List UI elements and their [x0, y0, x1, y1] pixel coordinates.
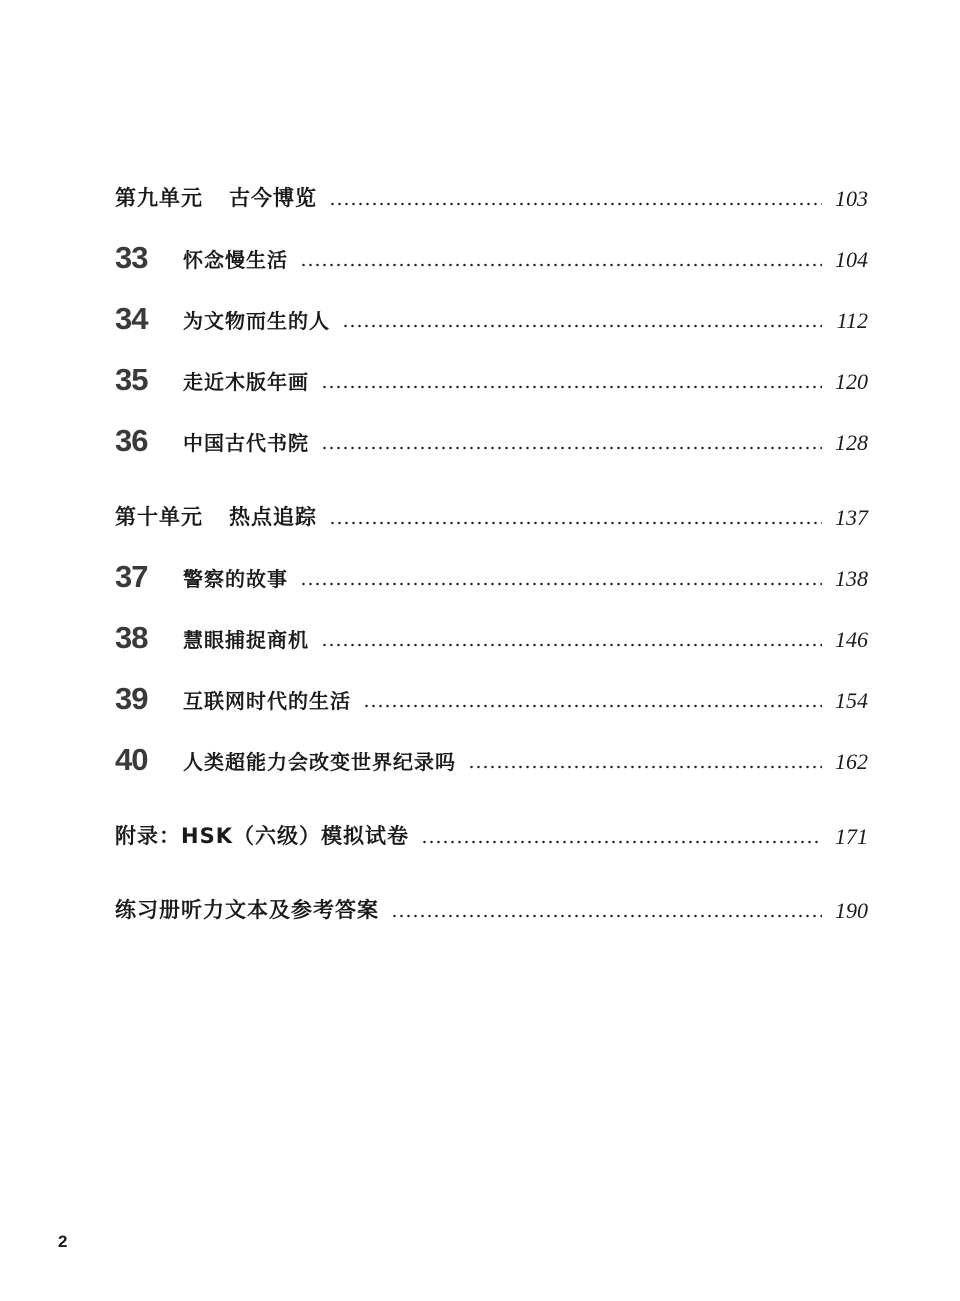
page-number: 146	[835, 627, 868, 652]
page-number: 154	[835, 688, 868, 713]
toc-unit-10[interactable]	[115, 491, 868, 531]
lesson-number: 35	[115, 362, 148, 397]
dot-leader	[300, 582, 822, 586]
lesson-title: 中国古代书院	[183, 431, 309, 455]
page-number: 112	[836, 308, 868, 333]
lesson-number: 40	[115, 742, 148, 777]
appendix-title: 练习册听力文本及参考答案	[115, 898, 379, 922]
page-number: 104	[835, 247, 868, 272]
toc-lesson-40[interactable]	[115, 735, 868, 775]
lesson-title: 怀念慢生活	[183, 248, 288, 272]
lesson-title: 人类超能力会改变世界纪录吗	[183, 750, 456, 774]
lesson-title: 互联网时代的生活	[183, 689, 351, 713]
dot-leader	[391, 914, 822, 918]
dot-leader	[468, 765, 822, 769]
dot-leader	[329, 202, 822, 206]
dot-leader	[421, 840, 822, 844]
lesson-title: 为文物而生的人	[183, 309, 330, 333]
page-number: 103	[835, 186, 868, 211]
lesson-title: 走近木版年画	[183, 370, 309, 394]
toc-appendix-answers[interactable]	[115, 884, 868, 924]
lesson-title: 警察的故事	[183, 567, 288, 591]
dot-leader	[363, 704, 822, 708]
page-number: 138	[835, 566, 868, 591]
dot-leader	[342, 324, 822, 328]
dot-leader	[329, 521, 822, 525]
toc-unit-9[interactable]	[115, 172, 868, 212]
page-number: 190	[835, 898, 868, 923]
toc-lesson-37[interactable]	[115, 552, 868, 592]
lesson-title: 慧眼捕捉商机	[183, 628, 309, 652]
unit-label: 第九单元 古今博览	[115, 186, 317, 210]
page-number: 171	[835, 824, 868, 849]
toc-lesson-39[interactable]	[115, 674, 868, 714]
dot-leader	[321, 643, 822, 647]
page-number: 162	[835, 749, 868, 774]
lesson-number: 36	[115, 423, 148, 458]
toc-appendix-hsk[interactable]	[115, 810, 868, 850]
page-number: 128	[835, 430, 868, 455]
dot-leader	[300, 263, 822, 267]
lesson-number: 38	[115, 620, 148, 655]
dot-leader	[321, 385, 822, 389]
toc-lesson-35[interactable]	[115, 355, 868, 395]
toc-lesson-36[interactable]	[115, 416, 868, 456]
page-folio: 2	[58, 1232, 68, 1251]
lesson-number: 37	[115, 559, 148, 594]
dot-leader	[321, 446, 822, 450]
toc-lesson-38[interactable]	[115, 613, 868, 653]
page-number: 120	[835, 369, 868, 394]
toc-lesson-33[interactable]	[115, 233, 868, 273]
page-number: 137	[835, 505, 868, 530]
toc-lesson-34[interactable]	[115, 294, 868, 334]
lesson-number: 34	[115, 301, 148, 336]
lesson-number: 33	[115, 240, 148, 275]
unit-label: 第十单元 热点追踪	[115, 505, 317, 529]
lesson-number: 39	[115, 681, 148, 716]
appendix-title: 附录：HSK（六级）模拟试卷	[115, 824, 409, 848]
